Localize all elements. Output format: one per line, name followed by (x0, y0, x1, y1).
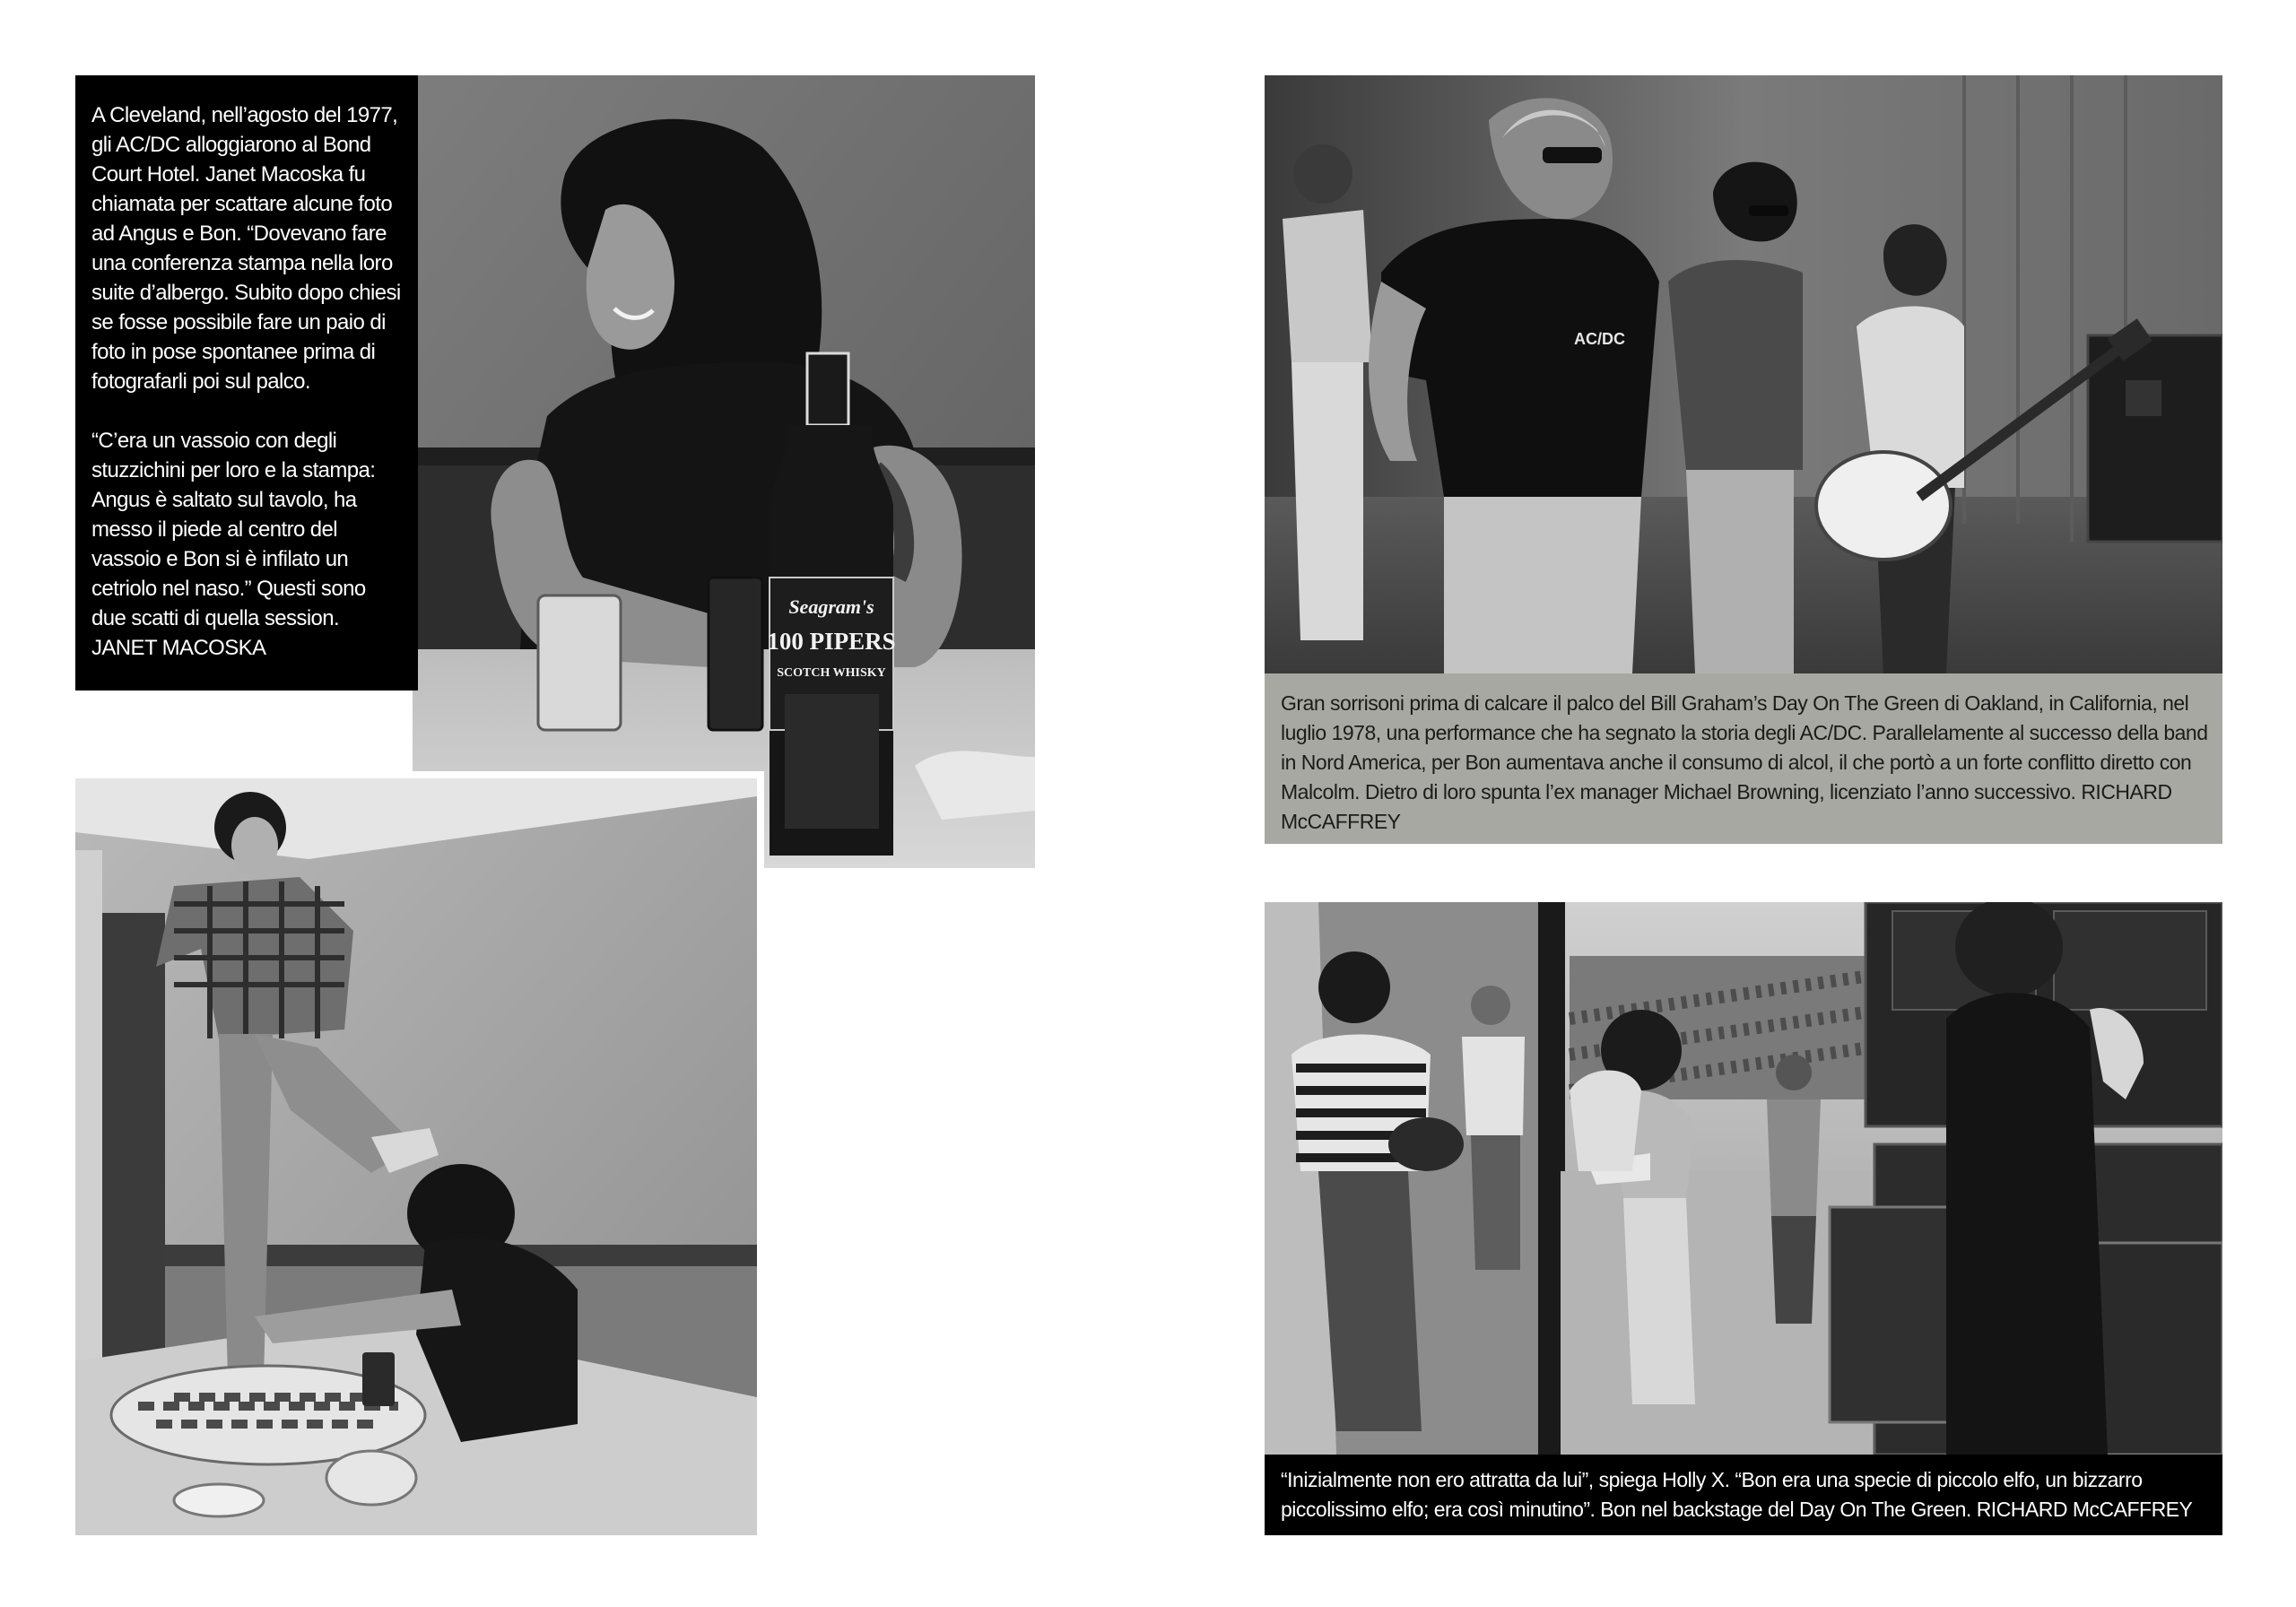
shirt-print-text: AC/DC (1574, 330, 1625, 348)
bottle-brand-text: Seagram's (788, 595, 874, 618)
photo-angus-on-table (75, 771, 764, 1535)
photo-bon-backstage (1265, 902, 2222, 1455)
photo-band-walking-backstage (1265, 75, 2222, 673)
photo-bon-at-table (413, 75, 1035, 868)
caption-day-on-the-green: Gran sorrisoni prima di calcare il palco del Bill Graham’s Day On The Green di Oakland, in California, nel luglio 1978, una performance che ha segnato la storia degli AC/DC. Parallelamente al successo della band in Nord America, per Bon aumentava anche il consumo di alcol, il che portò a un forte conflitto diretto con Malcolm. Dietro di loro spunta l’ex manager Michael Browning, licenziato l’anno successivo. RICHARD McCAFFREY (1265, 673, 2222, 844)
caption-cleveland-paragraph-1: A Cleveland, nell’agosto del 1977, gli AC/DC alloggiarono al Bond Court Hotel. Janet Macoska fu chiamata per scattare alcune foto ad Angus e Bon. “Dovevano fare una conferenza stampa nella loro suite d’albergo. Subito dopo chiesi se fosse possibile fare un paio di foto in pose spontanee prima di fotografarli poi sul palco. (91, 103, 401, 394)
bottle-type-text: SCOTCH WHISKY (777, 666, 886, 680)
caption-backstage-holly-x: “Inizialmente non ero attratta da lui”, spiega Holly X. “Bon era una specie di piccolo elfo, un bizzarro piccolissimo elfo; era così minutino”. Bon nel backstage del Day On The Green. RICHARD McCAFFREY (1265, 1455, 2222, 1535)
caption-cleveland (75, 75, 418, 691)
caption-cleveland-paragraph-2: “C’era un vassoio con degli stuzzichini per loro e la stampa: Angus è saltato sul tavolo, ha messo il piede al centro del vassoio e Bon si è infilato un cetriolo nel naso.” Questi sono due scatti di quella session. JANET MACOSKA (91, 429, 376, 660)
bottle-name-text: 100 PIPERS (767, 628, 896, 655)
